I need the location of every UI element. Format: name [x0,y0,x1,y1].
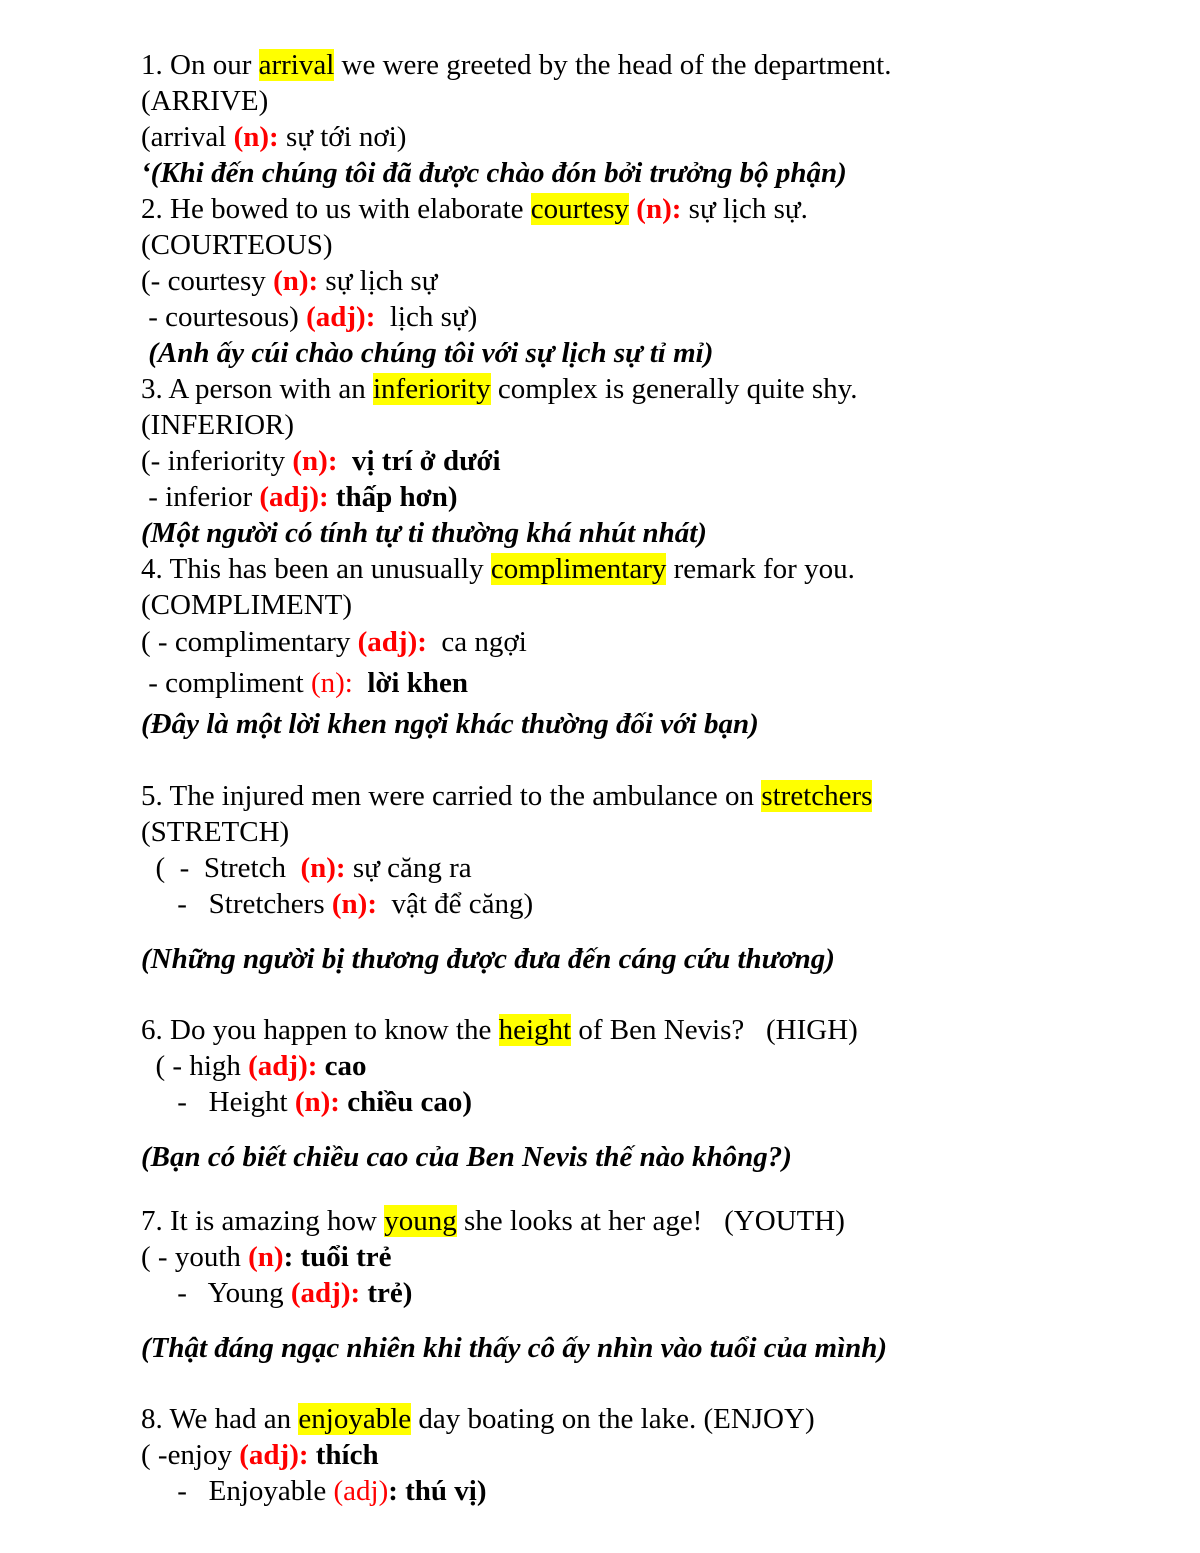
translation-6: (Bạn có biết chiều cao của Ben Nevis thế nào không?) [141,1141,792,1173]
vocab-line-6b [141,1084,472,1120]
vocab-meaning: sự căng ra [345,852,472,884]
part-of-speech: (adj): [239,1439,309,1471]
vocab-meaning: : tuổi trẻ [283,1241,392,1273]
vocab-line-4b [141,665,468,701]
vocab-meaning: trẻ) [360,1277,413,1309]
question-text: 3. A person with an [141,373,373,405]
answer-highlight: complimentary [490,553,667,585]
vocab-word: ( - youth [141,1241,249,1273]
part-of-speech: (adj): [306,301,376,333]
vocab-word: - Stretchers [141,888,332,920]
question-text: 5. The injured men were carried to the ambulance on [141,780,762,812]
question-text: sự lịch sự. [681,193,808,225]
translation-5: (Những người bị thương được đưa đến cáng cứu thương) [141,943,835,975]
answer-highlight: inferiority [373,373,491,405]
question-6 [141,1012,858,1048]
vocab-meaning: lời khen [352,667,468,699]
root-word-4: (COMPLIMENT) [141,589,353,621]
question-text: 1. On our [141,49,259,81]
vocab-meaning: ca ngợi [426,626,527,658]
vocab-word: (- inferiority [141,445,293,477]
part-of-speech: (n): [292,445,338,477]
root-word-2: (COURTEOUS) [141,229,333,261]
vocab-word: ( - complimentary [141,626,358,658]
question-text: she looks at her age! (YOUTH) [456,1205,845,1237]
vocab-line-3a [141,443,501,479]
root-word-5: (STRETCH) [141,816,290,848]
question-4 [141,551,855,587]
answer-highlight: stretchers [761,780,873,812]
vocab-line-8a [141,1437,379,1473]
vocab-meaning: sự lịch sự [318,265,438,297]
question-3 [141,371,858,407]
vocab-meaning: sự tới nơi) [278,121,407,153]
question-text: day boating on the lake. (ENJOY) [411,1403,815,1435]
question-text: we were greeted by the head of the department. [334,49,892,81]
vocab-line-7a [141,1239,391,1275]
vocab-line-3b [141,479,458,515]
part-of-speech: (n): [233,121,279,153]
part-of-speech: (n): [294,1086,340,1118]
answer-highlight: courtesy [530,193,630,225]
part-of-speech: (n) [248,1241,284,1273]
question-8 [141,1401,815,1437]
question-text: complex is generally quite shy. [490,373,858,405]
vocab-line-8b [141,1473,487,1509]
answer-highlight: enjoyable [298,1403,412,1435]
vocab-line-1a [141,119,406,155]
vocab-line-5a [141,850,472,886]
answer-highlight: height [498,1014,572,1046]
vocab-line-5b [141,886,533,922]
question-5 [141,778,872,814]
question-2 [141,191,808,227]
answer-highlight: young [384,1205,457,1237]
vocab-line-6a [141,1048,367,1084]
part-of-speech: (n): [310,667,353,699]
vocab-word: - compliment [141,667,311,699]
vocab-meaning: chiều cao) [339,1086,473,1118]
root-word-3: (INFERIOR) [141,409,295,441]
vocab-word: (- courtesy [141,265,274,297]
question-1 [141,47,891,83]
question-text: 6. Do you happen to know the [141,1014,499,1046]
vocab-word: - Height [141,1086,295,1118]
question-text: 2. He bowed to us with elaborate [141,193,531,225]
vocab-word: ( - Stretch [141,852,301,884]
translation-3: (Một người có tính tự ti thường khá nhút nhát) [141,517,707,549]
vocab-line-2a [141,263,437,299]
translation-2: (Anh ấy cúi chào chúng tôi với sự lịch sự tỉ mỉ) [141,337,714,369]
vocab-line-7b [141,1275,412,1311]
root-word-1: (ARRIVE) [141,85,269,117]
vocab-word: (arrival [141,121,234,153]
part-of-speech: (n): [273,265,319,297]
question-text: 7. It is amazing how [141,1205,385,1237]
part-of-speech: (adj): [259,481,329,513]
question-text: of Ben Nevis? (HIGH) [571,1014,858,1046]
vocab-meaning: thấp hơn) [328,481,458,513]
part-of-speech: (adj) [333,1475,389,1507]
translation-1: ‘(Khi đến chúng tôi đã được chào đón bởi trưởng bộ phận) [141,157,847,189]
vocab-word: - inferior [141,481,260,513]
part-of-speech: (n): [629,193,682,225]
vocab-word: - Young [141,1277,291,1309]
answer-highlight: arrival [258,49,335,81]
vocab-meaning: cao [317,1050,367,1082]
vocab-line-2b [141,299,477,335]
vocab-line-4a [141,624,527,660]
translation-4: (Đây là một lời khen ngợi khác thường đối với bạn) [141,708,759,740]
vocab-word: ( -enjoy [141,1439,240,1471]
question-text: 8. We had an [141,1403,299,1435]
vocab-meaning: : thú vị) [388,1475,487,1507]
part-of-speech: (adj): [357,626,427,658]
part-of-speech: (adj): [290,1277,361,1309]
vocab-meaning: vị trí ở dưới [337,445,501,477]
vocab-word: ( - high [141,1050,249,1082]
question-text: 4. This has been an unusually [141,553,491,585]
part-of-speech: (n): [300,852,346,884]
part-of-speech: (adj): [248,1050,318,1082]
question-7 [141,1203,845,1239]
part-of-speech: (n): [331,888,377,920]
vocab-meaning: lịch sự) [375,301,478,333]
question-text: remark for you. [666,553,855,585]
translation-7: (Thật đáng ngạc nhiên khi thấy cô ấy nhìn vào tuổi của mình) [141,1332,888,1364]
vocab-word: - Enjoyable [141,1475,334,1507]
vocab-word: - courtesous) [141,301,307,333]
vocab-meaning: thích [308,1439,379,1471]
vocab-meaning: vật để căng) [376,888,534,920]
